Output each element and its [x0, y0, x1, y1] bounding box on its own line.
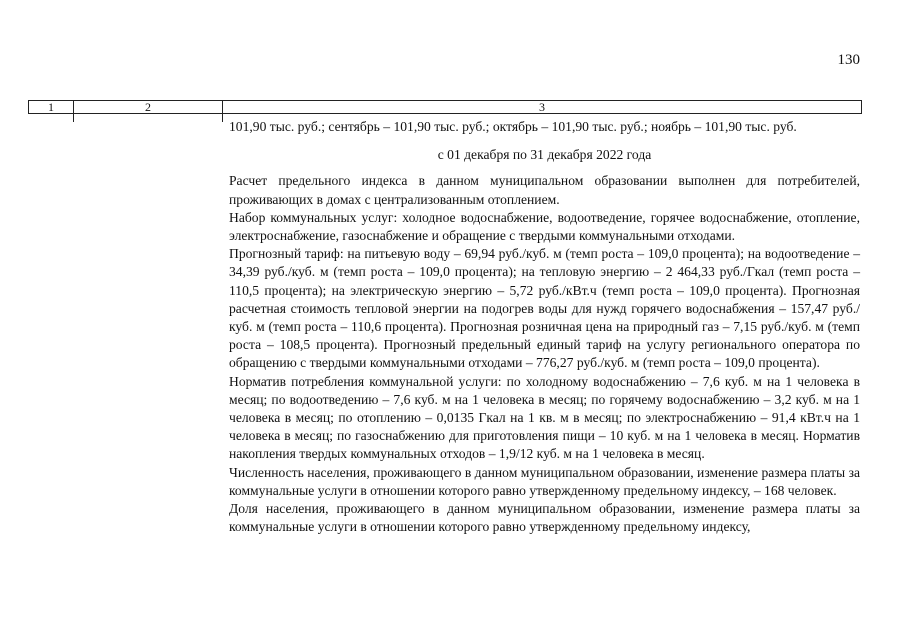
paragraph: Доля населения, проживающего в данном муниципальном образовании, изменение размера платы за коммунальные услуги в отношении которого равно утвержденному предельному индексу,: [229, 501, 860, 535]
paragraph: Численность населения, проживающего в данном муниципальном образовании, изменение размера платы за коммунальные услуги в отношении которого равно утвержденному предельному индексу, – 168 человек.: [229, 464, 860, 498]
period-heading: с 01 декабря по 31 декабря 2022 года: [437, 147, 652, 163]
paragraph: Норматив потребления коммунальной услуги: по холодному водоснабжению – 7,6 куб. м на 1 человека в месяц; по водоотведению – 7,6 куб. м на 1 человека в месяц; по горячему водоснабжению – 3,2 куб. м на 1 человека в месяц; по отоплению – 0,0135 Гкал на 1 кв. м в месяц; по электроснабжению – 91,4 кВт.ч на 1 человека в месяц; по газоснабжению для приготовления пищи – 10 куб. м на 1 человека в месяц. Норматив накопления твердых коммунальных отходов – 1,9/12 куб. м на 1 человека в месяц.: [229, 373, 860, 462]
column-3-number: 3: [539, 100, 545, 114]
column-2-number: 2: [74, 101, 223, 113]
paragraph: Расчет предельного индекса в данном муниципальном образовании выполнен для потребителей, проживающих в домах с централизованным отоплением.: [229, 173, 860, 207]
column-divider: [73, 114, 74, 122]
page-number: 130: [837, 52, 860, 68]
column-divider: [222, 114, 223, 122]
paragraph: Набор коммунальных услуг: холодное водоснабжение, водоотведение, горячее водоснабжение, отопление, электроснабжение, газоснабжение и обращение с твердыми коммунальными отходами.: [229, 209, 860, 244]
document-body: [229, 118, 860, 536]
column-1-number: 1: [29, 101, 74, 113]
continuation-text: 101,90 тыс. руб.; сентябрь – 101,90 тыс. руб.; октябрь – 101,90 тыс. руб.; ноябрь – 101,90 тыс. руб.: [229, 119, 797, 134]
paragraph: Прогнозный тариф: на питьевую воду – 69,94 руб./куб. м (темп роста – 109,0 процента); на водоотведение – 34,39 руб./куб. м (темп роста – 109,0 процента); на тепловую энергию – 2 464,33 руб./Гкал (темп роста – 110,5 процента); на электрическую энергию – 5,72 руб./кВт.ч (темп роста – 109,0 процента). Прогнозная расчетная стоимость тепловой энергии на подогрев воды для нужд горячего водоснабжения – 157,47 руб./куб. м (темп роста – 110,6 процента). Прогнозная розничная цена на природный газ – 7,15 руб./куб. м (темп роста – 108,5 процента). Прогнозный предельный единый тариф на услугу регионального оператора по обращению с твердыми коммунальными отходами – 776,27 руб./куб. м (темп роста – 109,0 процента).: [229, 246, 860, 371]
column-number-header: [28, 100, 862, 114]
